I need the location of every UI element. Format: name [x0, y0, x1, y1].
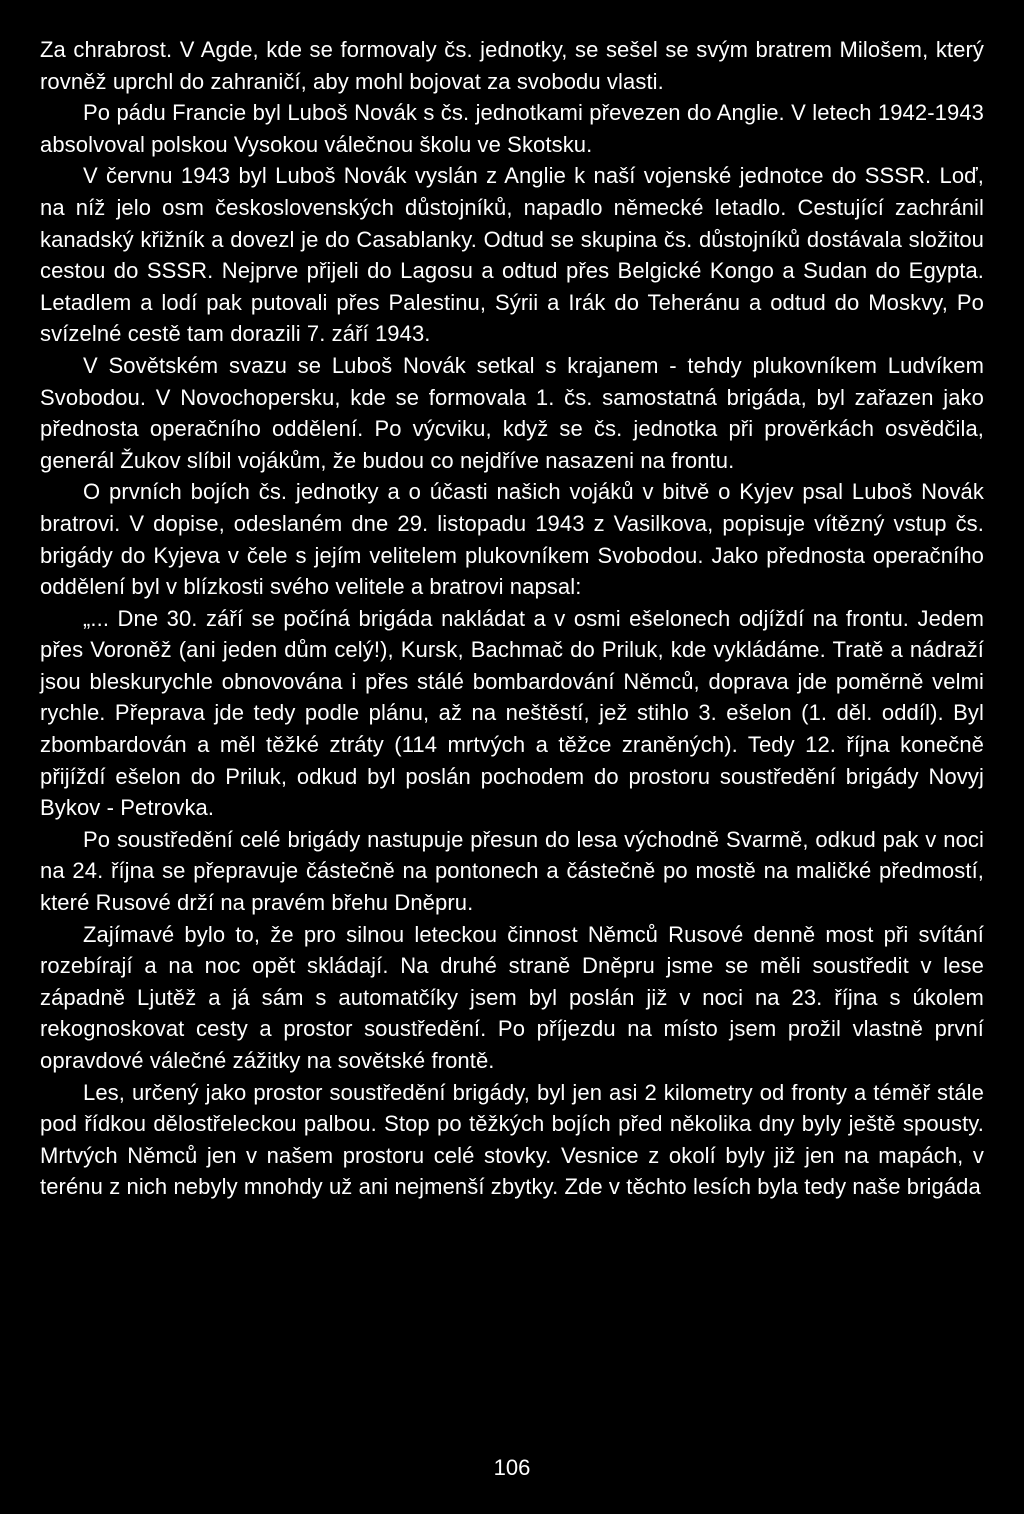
- paragraph-6: „... Dne 30. září se počíná brigáda nakládat a v osmi ešelonech odjíždí na frontu. Jedem přes Voroněž (ani jeden dům celý!), Kursk, Bachmač do Priluk, kde vykládáme. Tratě a nádraží jsou bleskurychle obnovována i přes stálé bombardování Němců, doprava jde poměrně velmi rychle. Přeprava jde tedy podle plánu, až na neštěstí, jež stihlo 3. ešelon (1. děl. oddíl). Byl zbombardován a měl těžké ztráty (114 mrtvých a těžce zraněných). Tedy 12. října konečně přijíždí ešelon do Priluk, odkud byl poslán pochodem do prostoru soustředění brigády Novyj Bykov - Petrovka.: [40, 605, 984, 821]
- paragraph-1: Za chrabrost. V Agde, kde se formovaly čs. jednotky, se sešel se svým bratrem Milošem, který rovněž uprchl do zahraničí, aby mohl bojovat za svobodu vlasti.: [40, 37, 984, 94]
- paragraph-7: Po soustředění celé brigády nastupuje přesun do lesa východně Svarmě, odkud pak v noci na 24. října se přepravuje částečně na pontonech a částečně po mostě na maličké předmostí, které Rusové drží na pravém břehu Dněpru.: [40, 826, 984, 916]
- paragraph-8: Zajímavé bylo to, že pro silnou leteckou činnost Němců Rusové denně most při svítání rozebírají a na noc opět skládají. Na druhé straně Dněpru jsme se měli soustředit v lese západně Ljutěž a já sám s automatčíky jsem byl poslán již v noci na 23. října s úkolem rekognoskovat cesty a prostor soustředění. Po příjezdu na místo jsem prožil vlastně první opravdové válečné zážitky na sovětské frontě.: [40, 921, 984, 1073]
- paragraph-9: Les, určený jako prostor soustředění brigády, byl jen asi 2 kilometry od fronty a téměř stále pod řídkou dělostřeleckou palbou. Stop po těžkých bojích před několika dny byly ještě spousty. Mrtvých Němců jen v našem prostoru celé stovky. Vesnice z okolí byly již jen na mapách, v terénu z nich nebyly mnohdy už ani nejmenší zbytky. Zde v těchto lesích byla tedy naše brigáda: [40, 1079, 984, 1200]
- page-body: [40, 34, 984, 1203]
- paragraph-5: O prvních bojích čs. jednotky a o účasti našich vojáků v bitvě o Kyjev psal Luboš Novák bratrovi. V dopise, odeslaném dne 29. listopadu 1943 z Vasilkova, popisuje vítězný vstup čs. brigády do Kyjeva v čele s jejím velitelem plukovníkem Svobodou. Jako přednosta operačního oddělení byl v blízkosti svého velitele a bratrovi napsal:: [40, 479, 984, 600]
- paragraph-4: V Sovětském svazu se Luboš Novák setkal s krajanem - tehdy plukovníkem Ludvíkem Svobodou. V Novochopersku, kde se formovala 1. čs. samostatná brigáda, byl zařazen jako přednosta operačního oddělení. Po výcviku, když se čs. jednotka při prověrkách osvědčila, generál Žukov slíbil vojákům, že budou co nejdříve nasazeni na frontu.: [40, 352, 984, 473]
- page-number: 106: [493, 1455, 531, 1480]
- paragraph-2: Po pádu Francie byl Luboš Novák s čs. jednotkami převezen do Anglie. V letech 1942-1943 absolvoval polskou Vysokou válečnou školu ve Skotsku.: [40, 100, 984, 157]
- paragraph-3: V červnu 1943 byl Luboš Novák vyslán z Anglie k naší vojenské jednotce do SSSR. Loď, na níž jelo osm československých důstojníků, napadlo německé letadlo. Cestující zachránil kanadský křižník a dovezl je do Casablanky. Odtud se skupina čs. důstojníků dostávala složitou cestou do SSSR. Nejprve přijeli do Lagosu a odtud přes Belgické Kongo a Sudan do Egypta. Letadlem a lodí pak putovali přes Palestinu, Sýrii a Irák do Teheránu a odtud do Moskvy, Po svízelné cestě tam dorazili 7. září 1943.: [40, 163, 984, 347]
